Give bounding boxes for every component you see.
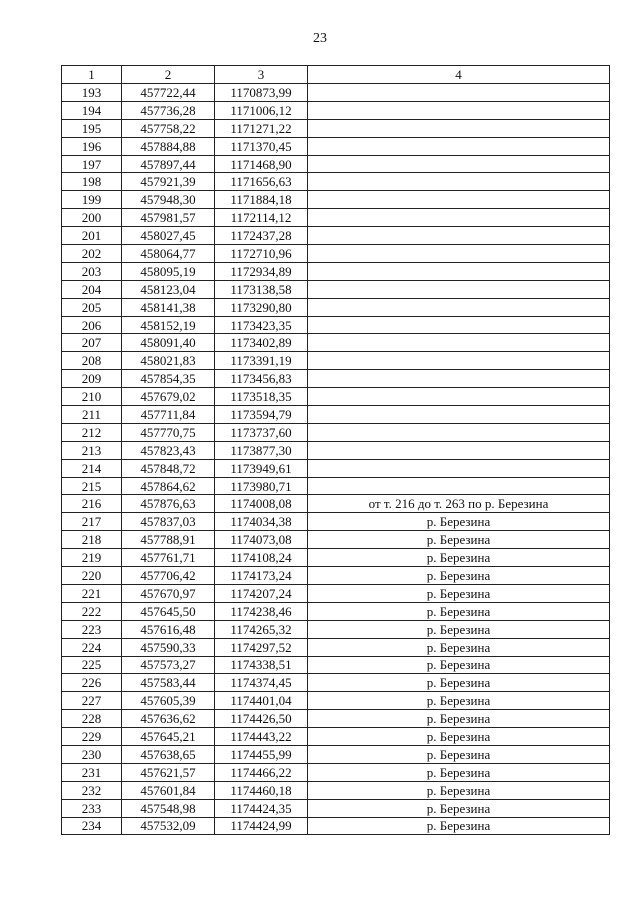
table-row [62, 781, 610, 799]
y-coordinate-cell: 1174238,46 [215, 602, 308, 620]
y-coordinate-cell: 1171006,12 [215, 101, 308, 119]
description-cell [308, 84, 610, 102]
x-coordinate-cell: 457761,71 [122, 549, 215, 567]
table-row [62, 334, 610, 352]
description-cell [308, 477, 610, 495]
point-number-cell: 225 [62, 656, 122, 674]
table-row [62, 674, 610, 692]
point-number-cell: 211 [62, 406, 122, 424]
point-number-cell: 215 [62, 477, 122, 495]
y-coordinate-cell: 1173290,80 [215, 298, 308, 316]
coordinates-table [61, 65, 610, 835]
description-cell: р. Березина [308, 638, 610, 656]
table-row [62, 728, 610, 746]
table-row [62, 227, 610, 245]
point-number-cell: 210 [62, 388, 122, 406]
description-cell: р. Березина [308, 781, 610, 799]
x-coordinate-cell: 458027,45 [122, 227, 215, 245]
description-cell: р. Березина [308, 620, 610, 638]
x-coordinate-cell: 458095,19 [122, 262, 215, 280]
point-number-cell: 228 [62, 710, 122, 728]
header-col-2: 2 [122, 66, 215, 84]
table-row [62, 209, 610, 227]
x-coordinate-cell: 457921,39 [122, 173, 215, 191]
table-row [62, 155, 610, 173]
y-coordinate-cell: 1174426,50 [215, 710, 308, 728]
table-row [62, 173, 610, 191]
description-cell [308, 191, 610, 209]
description-cell: р. Березина [308, 799, 610, 817]
y-coordinate-cell: 1174460,18 [215, 781, 308, 799]
page-number: 23 [313, 31, 327, 46]
description-cell: р. Березина [308, 692, 610, 710]
x-coordinate-cell: 457722,44 [122, 84, 215, 102]
description-cell [308, 370, 610, 388]
table-row [62, 584, 610, 602]
description-cell [308, 245, 610, 263]
table-row [62, 406, 610, 424]
y-coordinate-cell: 1174455,99 [215, 745, 308, 763]
table-row [62, 119, 610, 137]
table-row [62, 84, 610, 102]
y-coordinate-cell: 1171468,90 [215, 155, 308, 173]
point-number-cell: 217 [62, 513, 122, 531]
table-row [62, 602, 610, 620]
point-number-cell: 222 [62, 602, 122, 620]
description-cell [308, 262, 610, 280]
table-row [62, 245, 610, 263]
table-row [62, 638, 610, 656]
point-number-cell: 195 [62, 119, 122, 137]
table-row [62, 763, 610, 781]
x-coordinate-cell: 458152,19 [122, 316, 215, 334]
x-coordinate-cell: 457532,09 [122, 817, 215, 835]
table-row [62, 459, 610, 477]
header-col-1: 1 [62, 66, 122, 84]
description-cell: р. Березина [308, 728, 610, 746]
y-coordinate-cell: 1174108,24 [215, 549, 308, 567]
y-coordinate-cell: 1174265,32 [215, 620, 308, 638]
table-row [62, 692, 610, 710]
x-coordinate-cell: 457679,02 [122, 388, 215, 406]
point-number-cell: 233 [62, 799, 122, 817]
table-row [62, 280, 610, 298]
point-number-cell: 214 [62, 459, 122, 477]
y-coordinate-cell: 1173949,61 [215, 459, 308, 477]
point-number-cell: 232 [62, 781, 122, 799]
description-cell [308, 316, 610, 334]
y-coordinate-cell: 1174034,38 [215, 513, 308, 531]
description-cell [308, 334, 610, 352]
description-cell: от т. 216 до т. 263 по р. Березина [308, 495, 610, 513]
x-coordinate-cell: 457948,30 [122, 191, 215, 209]
x-coordinate-cell: 457884,88 [122, 137, 215, 155]
description-cell [308, 406, 610, 424]
description-cell [308, 441, 610, 459]
table-row [62, 495, 610, 513]
y-coordinate-cell: 1173423,35 [215, 316, 308, 334]
point-number-cell: 220 [62, 567, 122, 585]
y-coordinate-cell: 1171271,22 [215, 119, 308, 137]
y-coordinate-cell: 1174424,35 [215, 799, 308, 817]
table-header-row [62, 66, 610, 84]
table-row [62, 441, 610, 459]
y-coordinate-cell: 1174338,51 [215, 656, 308, 674]
header-col-4: 4 [308, 66, 610, 84]
description-cell [308, 352, 610, 370]
x-coordinate-cell: 457711,84 [122, 406, 215, 424]
point-number-cell: 234 [62, 817, 122, 835]
point-number-cell: 208 [62, 352, 122, 370]
x-coordinate-cell: 457645,50 [122, 602, 215, 620]
point-number-cell: 206 [62, 316, 122, 334]
point-number-cell: 200 [62, 209, 122, 227]
y-coordinate-cell: 1171656,63 [215, 173, 308, 191]
point-number-cell: 196 [62, 137, 122, 155]
point-number-cell: 193 [62, 84, 122, 102]
description-cell [308, 298, 610, 316]
y-coordinate-cell: 1174297,52 [215, 638, 308, 656]
x-coordinate-cell: 457736,28 [122, 101, 215, 119]
point-number-cell: 203 [62, 262, 122, 280]
point-number-cell: 230 [62, 745, 122, 763]
x-coordinate-cell: 457601,84 [122, 781, 215, 799]
x-coordinate-cell: 457706,42 [122, 567, 215, 585]
table-row [62, 423, 610, 441]
x-coordinate-cell: 457864,62 [122, 477, 215, 495]
point-number-cell: 229 [62, 728, 122, 746]
description-cell [308, 423, 610, 441]
table-row [62, 370, 610, 388]
description-cell: р. Березина [308, 567, 610, 585]
x-coordinate-cell: 457638,65 [122, 745, 215, 763]
description-cell: р. Березина [308, 531, 610, 549]
table-row [62, 531, 610, 549]
x-coordinate-cell: 458021,83 [122, 352, 215, 370]
table-row [62, 656, 610, 674]
point-number-cell: 212 [62, 423, 122, 441]
y-coordinate-cell: 1174374,45 [215, 674, 308, 692]
table-row [62, 298, 610, 316]
y-coordinate-cell: 1172114,12 [215, 209, 308, 227]
y-coordinate-cell: 1174073,08 [215, 531, 308, 549]
x-coordinate-cell: 457573,27 [122, 656, 215, 674]
table-row [62, 191, 610, 209]
description-cell: р. Березина [308, 513, 610, 531]
point-number-cell: 213 [62, 441, 122, 459]
x-coordinate-cell: 457848,72 [122, 459, 215, 477]
y-coordinate-cell: 1174401,04 [215, 692, 308, 710]
point-number-cell: 207 [62, 334, 122, 352]
table-row [62, 549, 610, 567]
point-number-cell: 223 [62, 620, 122, 638]
description-cell [308, 227, 610, 245]
y-coordinate-cell: 1173402,89 [215, 334, 308, 352]
point-number-cell: 197 [62, 155, 122, 173]
x-coordinate-cell: 458141,38 [122, 298, 215, 316]
point-number-cell: 221 [62, 584, 122, 602]
x-coordinate-cell: 457758,22 [122, 119, 215, 137]
x-coordinate-cell: 457548,98 [122, 799, 215, 817]
description-cell [308, 280, 610, 298]
x-coordinate-cell: 457583,44 [122, 674, 215, 692]
y-coordinate-cell: 1174173,24 [215, 567, 308, 585]
header-col-3: 3 [215, 66, 308, 84]
x-coordinate-cell: 457770,75 [122, 423, 215, 441]
x-coordinate-cell: 457854,35 [122, 370, 215, 388]
point-number-cell: 205 [62, 298, 122, 316]
x-coordinate-cell: 457636,62 [122, 710, 215, 728]
x-coordinate-cell: 457645,21 [122, 728, 215, 746]
y-coordinate-cell: 1173391,19 [215, 352, 308, 370]
point-number-cell: 224 [62, 638, 122, 656]
description-cell: р. Березина [308, 549, 610, 567]
x-coordinate-cell: 458064,77 [122, 245, 215, 263]
x-coordinate-cell: 457590,33 [122, 638, 215, 656]
y-coordinate-cell: 1172710,96 [215, 245, 308, 263]
x-coordinate-cell: 457788,91 [122, 531, 215, 549]
y-coordinate-cell: 1172934,89 [215, 262, 308, 280]
y-coordinate-cell: 1174443,22 [215, 728, 308, 746]
x-coordinate-cell: 457897,44 [122, 155, 215, 173]
description-cell: р. Березина [308, 745, 610, 763]
description-cell [308, 459, 610, 477]
table-row [62, 710, 610, 728]
table-row [62, 477, 610, 495]
point-number-cell: 227 [62, 692, 122, 710]
y-coordinate-cell: 1171370,45 [215, 137, 308, 155]
point-number-cell: 204 [62, 280, 122, 298]
description-cell [308, 209, 610, 227]
description-cell: р. Березина [308, 817, 610, 835]
table-body [62, 84, 610, 835]
x-coordinate-cell: 458123,04 [122, 280, 215, 298]
x-coordinate-cell: 457981,57 [122, 209, 215, 227]
point-number-cell: 194 [62, 101, 122, 119]
x-coordinate-cell: 458091,40 [122, 334, 215, 352]
point-number-cell: 226 [62, 674, 122, 692]
y-coordinate-cell: 1173456,83 [215, 370, 308, 388]
x-coordinate-cell: 457876,63 [122, 495, 215, 513]
table-row [62, 137, 610, 155]
x-coordinate-cell: 457837,03 [122, 513, 215, 531]
table-row [62, 620, 610, 638]
description-cell: р. Березина [308, 656, 610, 674]
description-cell [308, 155, 610, 173]
table-row [62, 745, 610, 763]
y-coordinate-cell: 1173877,30 [215, 441, 308, 459]
table-row [62, 567, 610, 585]
description-cell [308, 119, 610, 137]
x-coordinate-cell: 457605,39 [122, 692, 215, 710]
description-cell: р. Березина [308, 602, 610, 620]
y-coordinate-cell: 1174008,08 [215, 495, 308, 513]
y-coordinate-cell: 1172437,28 [215, 227, 308, 245]
table-row [62, 352, 610, 370]
point-number-cell: 219 [62, 549, 122, 567]
y-coordinate-cell: 1173737,60 [215, 423, 308, 441]
x-coordinate-cell: 457621,57 [122, 763, 215, 781]
description-cell: р. Березина [308, 674, 610, 692]
y-coordinate-cell: 1173594,79 [215, 406, 308, 424]
table-row [62, 513, 610, 531]
point-number-cell: 202 [62, 245, 122, 263]
y-coordinate-cell: 1174207,24 [215, 584, 308, 602]
table-row [62, 388, 610, 406]
description-cell: р. Березина [308, 763, 610, 781]
point-number-cell: 201 [62, 227, 122, 245]
table-row [62, 817, 610, 835]
y-coordinate-cell: 1171884,18 [215, 191, 308, 209]
point-number-cell: 231 [62, 763, 122, 781]
x-coordinate-cell: 457670,97 [122, 584, 215, 602]
description-cell [308, 137, 610, 155]
description-cell: р. Березина [308, 584, 610, 602]
table-row [62, 316, 610, 334]
y-coordinate-cell: 1174424,99 [215, 817, 308, 835]
point-number-cell: 198 [62, 173, 122, 191]
description-cell [308, 101, 610, 119]
point-number-cell: 218 [62, 531, 122, 549]
description-cell: р. Березина [308, 710, 610, 728]
y-coordinate-cell: 1173138,58 [215, 280, 308, 298]
table-row [62, 799, 610, 817]
y-coordinate-cell: 1173518,35 [215, 388, 308, 406]
point-number-cell: 199 [62, 191, 122, 209]
x-coordinate-cell: 457823,43 [122, 441, 215, 459]
y-coordinate-cell: 1170873,99 [215, 84, 308, 102]
description-cell [308, 388, 610, 406]
point-number-cell: 216 [62, 495, 122, 513]
table-row [62, 101, 610, 119]
y-coordinate-cell: 1173980,71 [215, 477, 308, 495]
description-cell [308, 173, 610, 191]
y-coordinate-cell: 1174466,22 [215, 763, 308, 781]
x-coordinate-cell: 457616,48 [122, 620, 215, 638]
table-row [62, 262, 610, 280]
point-number-cell: 209 [62, 370, 122, 388]
